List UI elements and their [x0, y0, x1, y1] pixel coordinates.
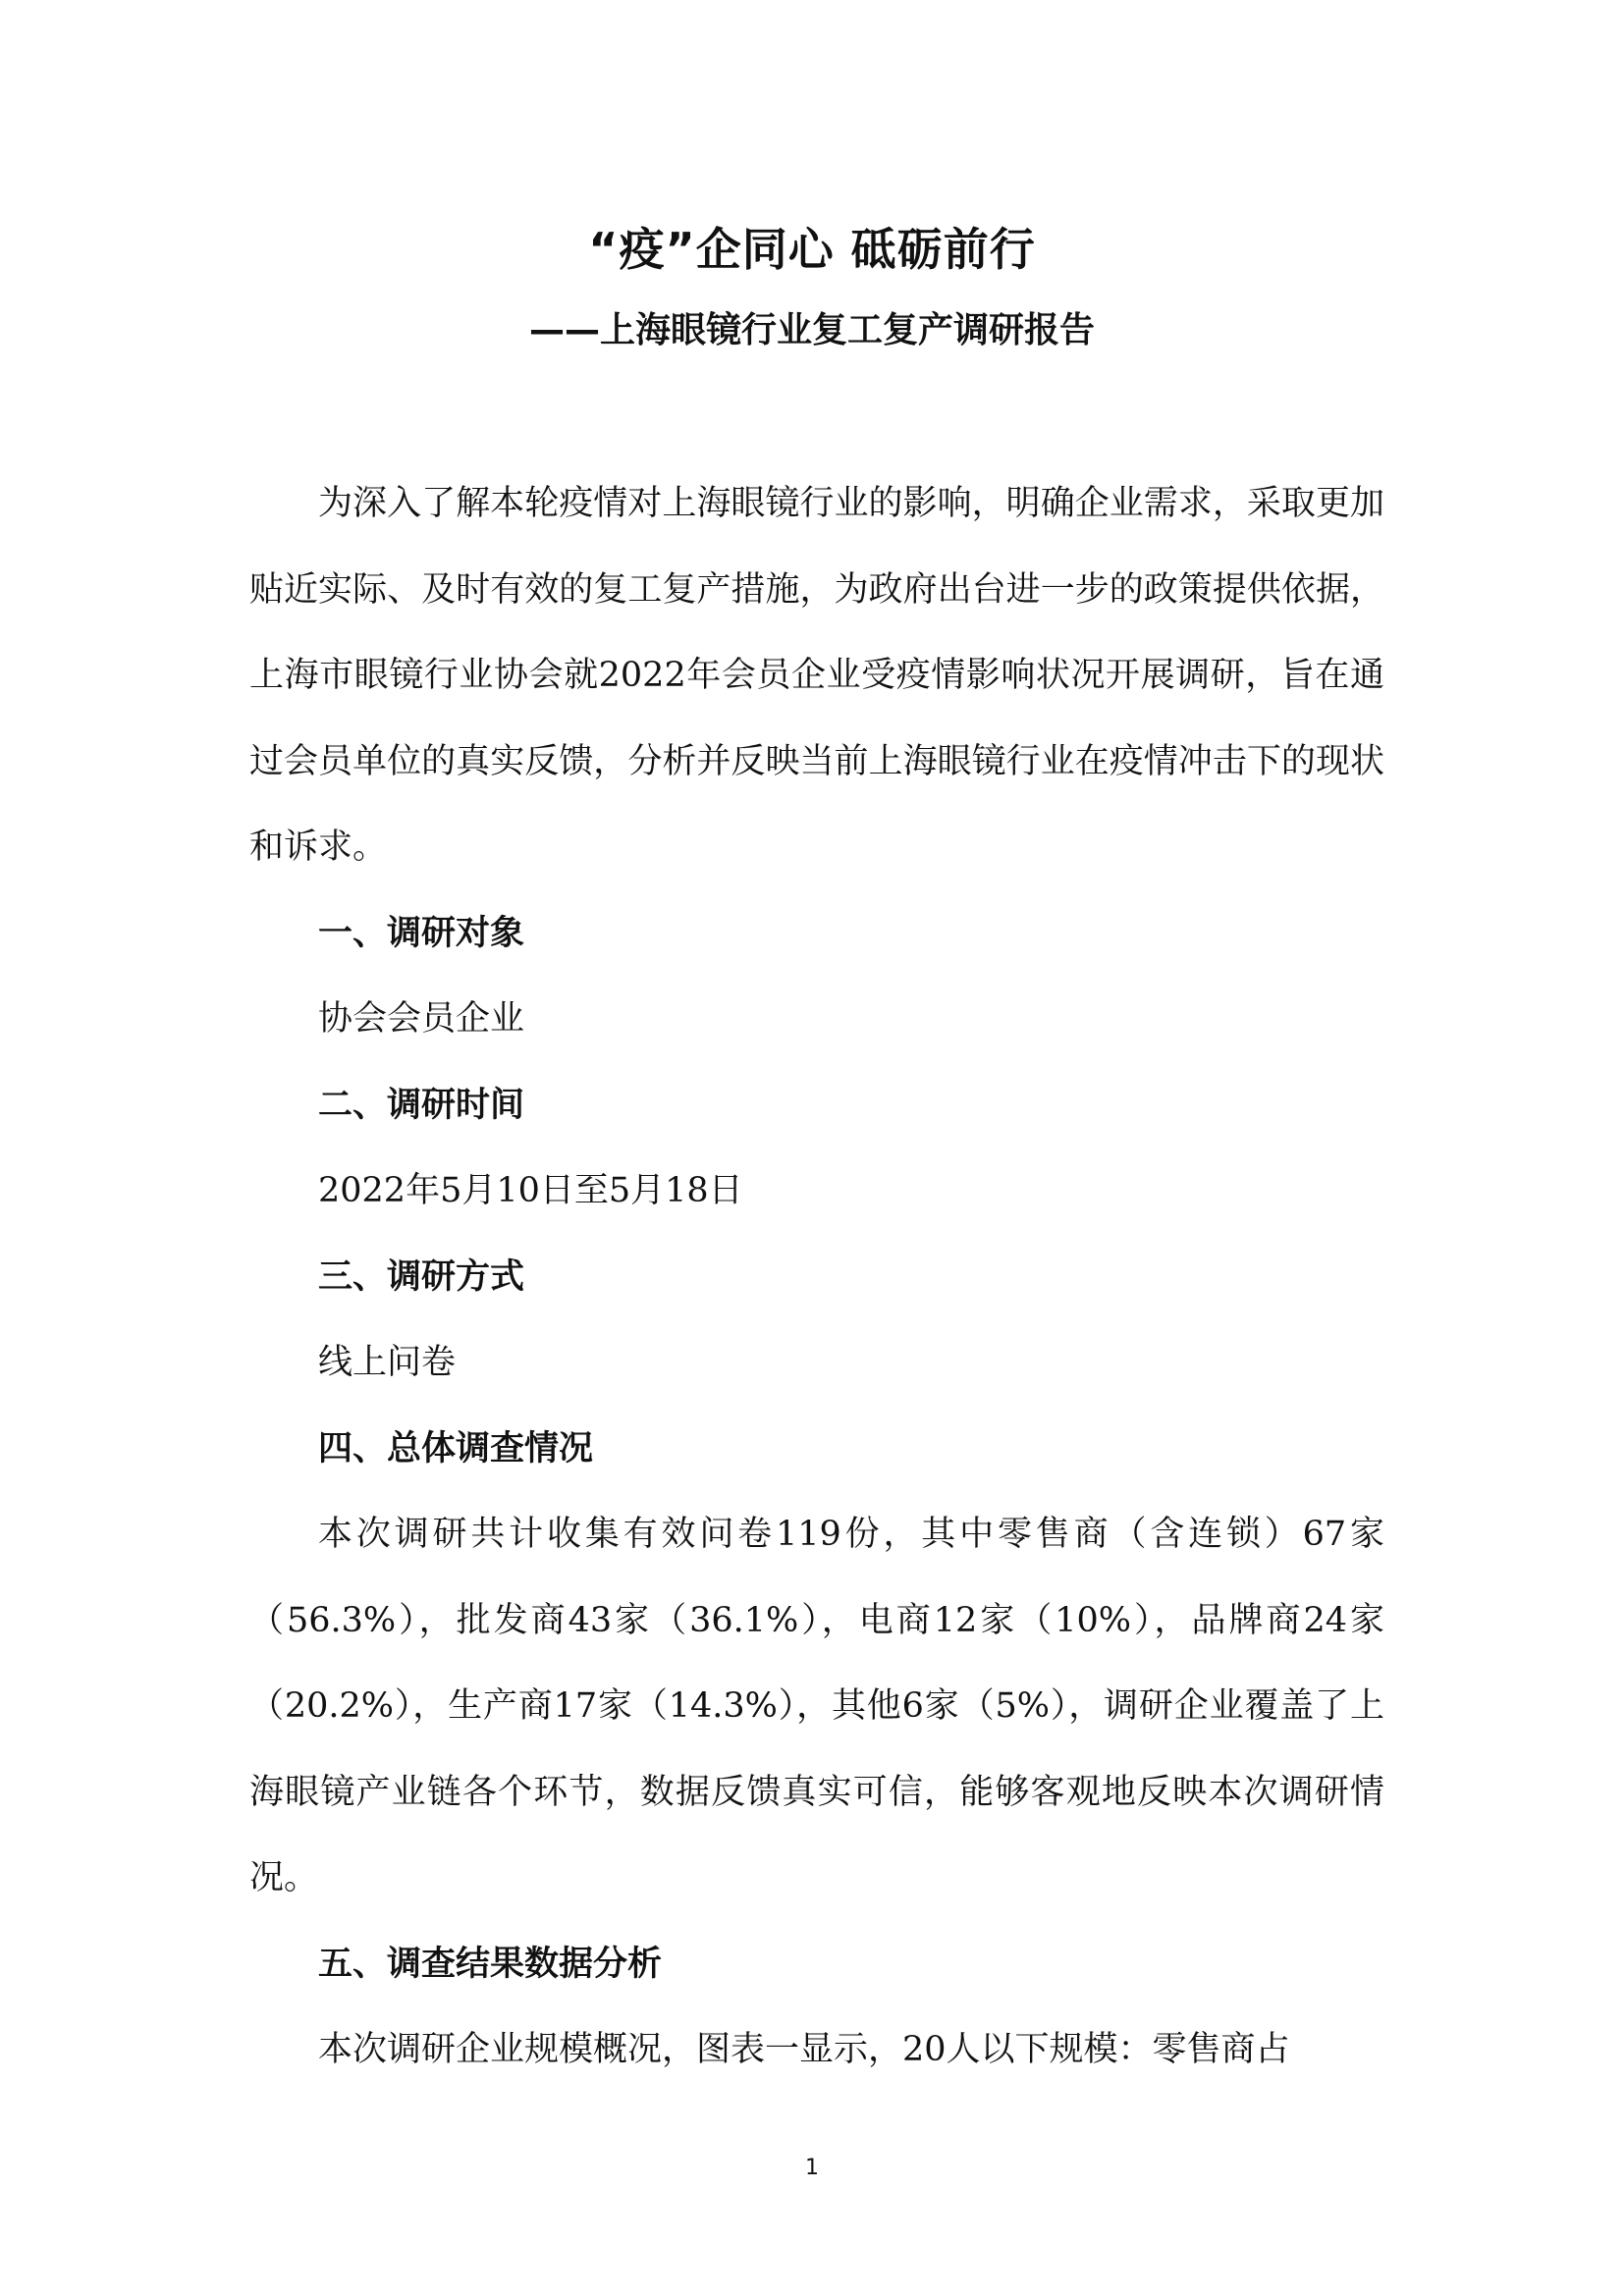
section-content-research-time: 2022年5月10日至5月18日: [318, 1171, 743, 1210]
section-content-research-subjects: 协会会员企业: [318, 999, 525, 1039]
section-heading-research-time: 二、调研时间: [318, 1085, 525, 1125]
section-content-overall-survey: 本次调研共计收集有效问卷119份，其中零售商（含连锁）67家（56.3%），批发商43家（36.1%），电商12家（10%），品牌商24家（20.2%），生产商17家（14.3%），其他6家（5%），调研企业覆盖了上海眼镜产业链各个环节，数据反馈真实可信，能够客观地反映本次调研情况。: [249, 1515, 1384, 1897]
section-heading-overall-survey: 四、总体调查情况: [318, 1428, 594, 1468]
intro-paragraph: 为深入了解本轮疫情对上海眼镜行业的影响，明确企业需求，采取更加贴近实际、及时有效的复工复产措施，为政府出台进一步的政策提供依据，上海市眼镜行业协会就2022年会员企业受疫情影响状况开展调研，旨在通过会员单位的真实反馈，分析并反映当前上海眼镜行业在疫情冲击下的现状和诉求。: [249, 484, 1384, 867]
section-heading-research-method: 三、调研方式: [318, 1256, 525, 1297]
document-title: “疫”企同心 砥砺前行: [588, 223, 1036, 276]
section-heading-data-analysis: 五、调查结果数据分析: [318, 1944, 663, 1984]
section-content-data-analysis: 本次调研企业规模概况，图表一显示，20人以下规模：零售商占: [318, 2030, 1290, 2069]
section-content-research-method: 线上问卷: [318, 1343, 457, 1382]
document-body: [249, 461, 1384, 2094]
page-number: 1: [805, 2156, 819, 2180]
document-subtitle: ——上海眼镜行业复工复产调研报告: [528, 310, 1095, 350]
section-heading-research-subjects: 一、调研对象: [318, 913, 525, 953]
